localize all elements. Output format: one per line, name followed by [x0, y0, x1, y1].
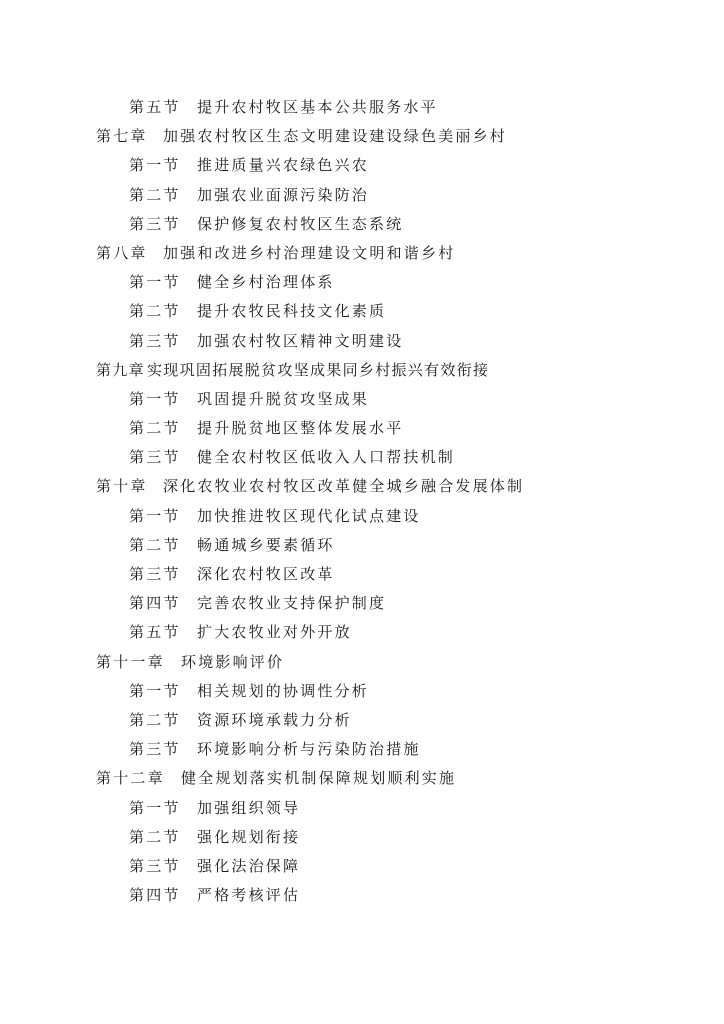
section-number: 第三节	[129, 856, 181, 875]
toc-chapter-row[interactable]	[0, 472, 724, 501]
section-title: 提升脱贫地区整体发展水平	[197, 419, 404, 438]
section-number: 第三节	[129, 331, 181, 350]
section-number: 第五节	[129, 98, 181, 116]
toc-section-row[interactable]	[0, 735, 724, 764]
toc-section-row[interactable]	[0, 618, 724, 647]
toc-section-row[interactable]	[0, 823, 724, 852]
section-number: 第一节	[129, 798, 181, 817]
section-title: 加强组织领导	[197, 798, 301, 817]
toc-section-row[interactable]	[0, 502, 724, 531]
section-number: 第二节	[129, 419, 181, 438]
chapter-number: 第十章	[96, 477, 148, 496]
toc-section-row[interactable]	[0, 794, 724, 823]
toc-chapter-row[interactable]	[0, 122, 724, 151]
section-number: 第二节	[129, 185, 181, 204]
section-number: 第四节	[129, 886, 181, 905]
section-title: 加快推进牧区现代化试点建设	[197, 506, 421, 525]
section-number: 第三节	[129, 214, 181, 233]
section-title: 强化法治保障	[197, 856, 301, 875]
toc-section-row[interactable]	[0, 443, 724, 472]
section-title: 加强农业面源污染防治	[197, 185, 370, 204]
section-number: 第五节	[129, 623, 181, 642]
section-title: 深化农村牧区改革	[197, 565, 335, 583]
section-number: 第一节	[129, 273, 181, 292]
section-number: 第四节	[129, 594, 181, 613]
toc-section-row[interactable]	[0, 531, 724, 560]
section-title: 保护修复农村牧区生态系统	[197, 214, 404, 233]
toc-section-row[interactable]	[0, 210, 724, 239]
section-number: 第三节	[129, 740, 181, 759]
section-title: 加强农村牧区精神文明建设	[197, 331, 404, 350]
toc-chapter-row[interactable]	[0, 356, 724, 385]
section-number: 第三节	[129, 448, 181, 467]
chapter-title: 深化农牧业农村牧区改革健全城乡融合发展体制	[163, 477, 525, 496]
section-number: 第二节	[129, 710, 181, 729]
section-number: 第一节	[129, 681, 181, 700]
toc-section-row[interactable]	[0, 327, 724, 356]
chapter-title: 实现巩固拓展脱贫攻坚成果同乡村振兴有效衔接	[147, 360, 490, 379]
toc-section-row[interactable]	[0, 151, 724, 180]
table-of-contents	[0, 93, 724, 910]
toc-section-row[interactable]	[0, 560, 724, 589]
toc-section-row[interactable]	[0, 706, 724, 735]
section-title: 环境影响分析与污染防治措施	[197, 740, 421, 759]
section-number: 第一节	[129, 506, 181, 525]
toc-section-row[interactable]	[0, 93, 724, 122]
toc-section-row[interactable]	[0, 297, 724, 326]
section-title: 畅通城乡要素循环	[197, 535, 335, 554]
section-title: 资源环境承载力分析	[197, 710, 352, 729]
section-title: 提升农牧民科技文化素质	[197, 302, 387, 321]
chapter-number: 第十一章	[96, 652, 165, 671]
section-title: 严格考核评估	[197, 886, 301, 905]
chapter-number: 第八章	[96, 243, 148, 262]
toc-chapter-row[interactable]	[0, 764, 724, 793]
section-title: 相关规划的协调性分析	[197, 681, 370, 700]
toc-chapter-row[interactable]	[0, 648, 724, 677]
toc-section-row[interactable]	[0, 414, 724, 443]
section-number: 第二节	[129, 535, 181, 554]
toc-section-row[interactable]	[0, 268, 724, 297]
chapter-number: 第七章	[96, 127, 148, 146]
chapter-title: 加强农村牧区生态文明建设建设绿色美丽乡村	[163, 127, 508, 146]
chapter-number: 第九章	[96, 360, 145, 379]
section-title: 提升农村牧区基本公共服务水平	[197, 98, 438, 116]
section-number: 第二节	[129, 827, 181, 846]
chapter-title: 健全规划落实机制保障规划顺利实施	[181, 769, 457, 788]
section-title: 完善农牧业支持保护制度	[197, 594, 387, 613]
section-title: 强化规划衔接	[197, 827, 301, 846]
section-title: 健全农村牧区低收入人口帮扶机制	[197, 448, 456, 467]
section-title: 健全乡村治理体系	[197, 273, 335, 292]
toc-section-row[interactable]	[0, 181, 724, 210]
toc-section-row[interactable]	[0, 852, 724, 881]
section-number: 第二节	[129, 302, 181, 321]
section-title: 推进质量兴农绿色兴农	[197, 156, 370, 175]
toc-section-row[interactable]	[0, 589, 724, 618]
chapter-number: 第十二章	[96, 769, 165, 788]
section-number: 第一节	[129, 156, 181, 175]
chapter-title: 环境影响评价	[181, 652, 285, 671]
toc-section-row[interactable]	[0, 385, 724, 414]
toc-section-row[interactable]	[0, 881, 724, 910]
section-number: 第一节	[129, 389, 181, 408]
chapter-title: 加强和改进乡村治理建设文明和谐乡村	[163, 243, 456, 262]
section-number: 第三节	[129, 565, 181, 583]
toc-chapter-row[interactable]	[0, 239, 724, 268]
section-title: 扩大农牧业对外开放	[197, 623, 352, 642]
section-title: 巩固提升脱贫攻坚成果	[197, 389, 370, 408]
toc-section-row[interactable]	[0, 677, 724, 706]
